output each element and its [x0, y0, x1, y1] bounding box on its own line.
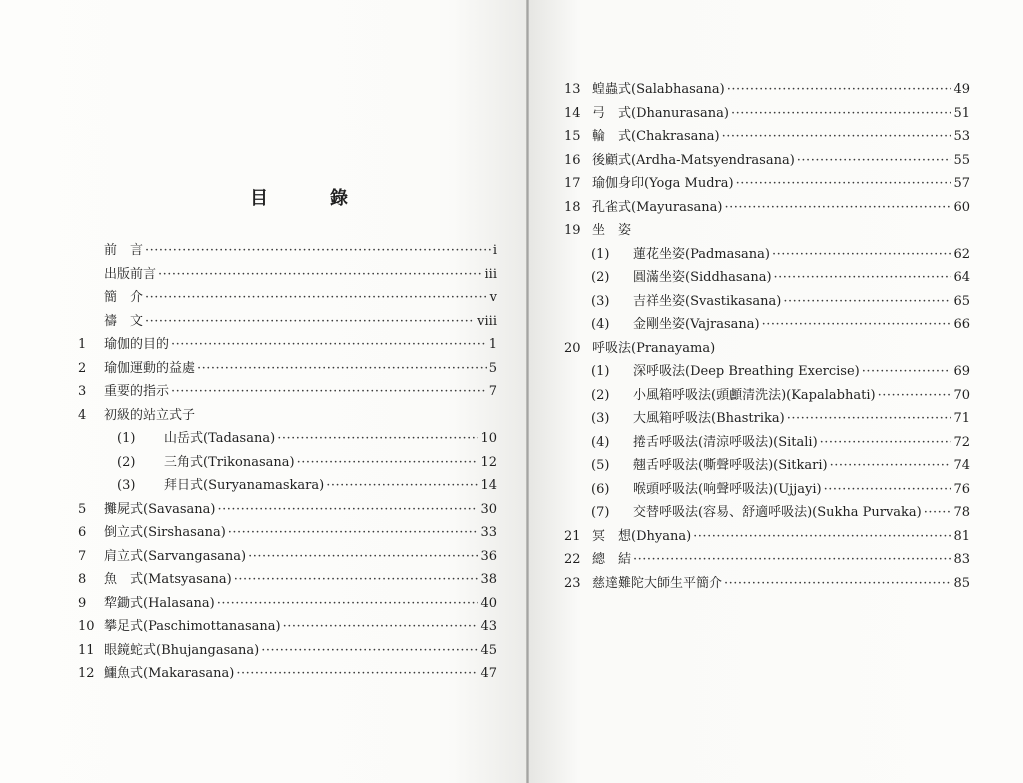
toc-entry-page: 38 [480, 572, 497, 587]
toc-entry-title: 魚 式(Matsyasana) [104, 572, 232, 587]
toc-entry-page: viii [477, 313, 497, 329]
toc-entry-page: 51 [953, 105, 970, 121]
toc-entry [78, 617, 497, 637]
toc-entry [78, 547, 497, 567]
toc-entry-number: (2) [117, 454, 136, 470]
toc-entry-title: 坐 姿 [592, 223, 632, 238]
dot-leader [297, 453, 479, 473]
toc-entry [78, 664, 497, 684]
toc-entry-page: 36 [480, 548, 497, 564]
toc-entry-number: 1 [78, 337, 87, 352]
toc-entry-number: (3) [591, 411, 610, 426]
toc-entry [564, 174, 970, 194]
dot-leader [693, 527, 951, 547]
page-title: 目 錄 [250, 188, 370, 209]
dot-leader [217, 594, 479, 614]
toc-entry-page: 71 [953, 411, 970, 426]
toc-entry [78, 335, 497, 355]
toc-entry [564, 80, 970, 100]
toc-entry-title: 眼鏡蛇式(Bhujangasana) [104, 642, 260, 658]
toc-entry-title: 冥 想(Dhyana) [592, 528, 692, 544]
toc-entry-title: 肩立式(Sarvangasana) [104, 548, 247, 564]
toc-entry-title: 吉祥坐姿(Svastikasana) [633, 293, 782, 309]
toc-entry-page: i [492, 243, 497, 258]
toc-entry-number: 8 [78, 572, 87, 587]
toc-entry [78, 382, 497, 402]
toc-entry-title: 蓮花坐姿(Padmasana) [633, 246, 771, 262]
dot-leader [736, 174, 952, 194]
toc-entry-title: 鱷魚式(Makarasana) [104, 666, 235, 681]
toc-entry-page: 14 [480, 478, 497, 493]
toc-entry-number: 15 [564, 129, 581, 144]
toc-entry-title: 禱 文 [104, 313, 144, 329]
toc-entry-page: 49 [953, 82, 970, 97]
toc-entry [564, 339, 970, 359]
toc-entry-title: 後顧式(Ardha-Matsyendrasana) [592, 152, 795, 168]
toc-entry-title: 簡 介 [104, 290, 144, 305]
toc-entry [591, 456, 970, 476]
toc-entry-number: (2) [591, 270, 610, 285]
dot-leader [783, 292, 951, 312]
toc-entry-page: 83 [953, 552, 970, 567]
toc-entry-title: 翹舌呼吸法(嘶聲呼吸法)(Sitkari) [633, 458, 828, 473]
toc-entry-number: 14 [564, 105, 581, 121]
toc-entry [564, 574, 970, 594]
toc-entry-title: 山岳式(Tadasana) [164, 431, 276, 446]
right-page [529, 0, 1023, 783]
toc-entry-title: 總 結 [592, 552, 632, 567]
toc-entry-title: 犂鋤式(Halasana) [104, 595, 215, 611]
toc-entry-title: 初級的站立式子 [104, 407, 196, 423]
dot-leader [724, 198, 951, 218]
dot-leader [633, 550, 951, 570]
toc-entry-title: 深呼吸法(Deep Breathing Exercise) [633, 364, 860, 379]
dot-leader [724, 574, 951, 594]
toc-entry-number: (6) [591, 481, 610, 497]
toc-entry-page: 74 [953, 458, 970, 473]
toc-entry-number: 9 [78, 595, 87, 611]
toc-entry [117, 429, 497, 449]
dot-leader [171, 335, 487, 355]
toc-entry-number: (3) [591, 293, 610, 309]
dot-leader [234, 570, 479, 590]
toc-entry [117, 476, 497, 496]
toc-entry-number: 22 [564, 552, 581, 567]
toc-entry-page: 62 [953, 246, 970, 262]
toc-entry [591, 386, 970, 406]
dot-leader [283, 617, 479, 637]
toc-entry-number: 4 [78, 407, 87, 423]
toc-entry-page: 43 [480, 619, 497, 634]
toc-entry-page: 69 [953, 364, 970, 379]
toc-entry-page: 85 [953, 575, 970, 591]
dot-leader [145, 312, 475, 332]
toc-entry-number: (1) [591, 246, 610, 262]
toc-entry-title: 弓 式(Dhanurasana) [592, 105, 729, 121]
toc-entry-number: 10 [78, 619, 95, 634]
dot-leader [772, 245, 951, 265]
toc-entry-number: 18 [564, 199, 581, 215]
toc-entry-title: 小風箱呼吸法(頭顱清洗法)(Kapalabhati) [633, 387, 876, 403]
dot-leader [248, 547, 478, 567]
toc-entry-page: 33 [480, 525, 497, 540]
toc-entry-page: 60 [953, 199, 970, 215]
toc-entry-title: 瑜伽身印(Yoga Mudra) [592, 176, 734, 191]
dot-leader [731, 104, 952, 124]
toc-entry-title: 攀足式(Paschimottanasana) [104, 619, 281, 634]
toc-entry [564, 104, 970, 124]
toc-entry [78, 594, 497, 614]
toc-entry [591, 292, 970, 312]
toc-entry [564, 221, 970, 241]
toc-entry [564, 550, 970, 570]
toc-entry-number: 2 [78, 360, 87, 376]
toc-entry-number: (1) [117, 431, 136, 446]
dot-leader [197, 359, 487, 379]
toc-entry-page: 81 [953, 528, 970, 544]
dot-leader [862, 362, 952, 382]
toc-entry [104, 312, 497, 332]
toc-entry [591, 268, 970, 288]
toc-entry-number: 21 [564, 528, 581, 544]
toc-entry-number: 6 [78, 525, 87, 540]
toc-entry-number: 7 [78, 548, 87, 564]
toc-entry-title: 輪 式(Chakrasana) [592, 129, 720, 144]
toc-entry [104, 288, 497, 308]
dot-leader [774, 268, 952, 288]
dot-leader [171, 382, 487, 402]
toc-entry-number: (4) [591, 434, 610, 450]
toc-entry-page: 7 [488, 384, 497, 399]
toc-entry-number: (3) [117, 478, 136, 493]
toc-entry [564, 198, 970, 218]
toc-entry-title: 圓滿坐姿(Siddhasana) [633, 270, 772, 285]
toc-entry-page: 40 [480, 595, 497, 611]
toc-entry-title: 慈達難陀大師生平簡介 [592, 575, 723, 591]
toc-entry [564, 527, 970, 547]
dot-leader [787, 409, 952, 429]
toc-entry-number: 13 [564, 82, 581, 97]
toc-entry-title: 瑜伽的目的 [104, 337, 170, 352]
toc-entry [78, 523, 497, 543]
toc-entry [591, 362, 970, 382]
toc-entry [78, 570, 497, 590]
toc-entry-title: 出版前言 [104, 266, 157, 282]
toc-entry [591, 503, 970, 523]
toc-entry-number: (1) [591, 364, 610, 379]
dot-leader [820, 433, 952, 453]
toc-entry [591, 480, 970, 500]
toc-entry-page: 78 [953, 505, 970, 520]
toc-entry-title: 喉頭呼吸法(响聲呼吸法)(Ujjayi) [633, 481, 822, 497]
toc-entry-number: 16 [564, 152, 581, 168]
dot-leader [824, 480, 952, 500]
toc-entry-title: 前 言 [104, 243, 144, 258]
toc-entry-number: (4) [591, 317, 610, 332]
toc-entry-number: (7) [591, 505, 610, 520]
toc-entry-page: 72 [953, 434, 970, 450]
toc-entry-number: 20 [564, 340, 581, 356]
toc-entry-page: 66 [953, 317, 970, 332]
toc-entry [78, 500, 497, 520]
toc-entry [104, 241, 497, 261]
dot-leader [762, 315, 952, 335]
toc-entry-title: 交替呼吸法(容易、舒適呼吸法)(Sukha Purvaka) [633, 505, 922, 520]
toc-entry [78, 406, 497, 426]
toc-entry-page: 47 [480, 666, 497, 681]
toc-entry-page: 65 [953, 293, 970, 309]
toc-entry-number: 19 [564, 223, 581, 238]
dot-leader [878, 386, 952, 406]
toc-entry-number: 23 [564, 575, 581, 591]
dot-leader [277, 429, 478, 449]
dot-leader [145, 288, 488, 308]
dot-leader [217, 500, 478, 520]
dot-leader [924, 503, 952, 523]
toc-entry [78, 641, 497, 661]
toc-entry-title: 重要的指示 [104, 384, 170, 399]
dot-leader [158, 265, 483, 285]
dot-leader [830, 456, 952, 476]
dot-leader [326, 476, 478, 496]
dot-leader [722, 127, 952, 147]
toc-entry-page: iii [484, 266, 497, 282]
toc-entry-title: 大風箱呼吸法(Bhastrika) [633, 411, 785, 426]
toc-entry-page: v [489, 290, 497, 305]
dot-leader [727, 80, 952, 100]
toc-entry-page: 53 [953, 129, 970, 144]
toc-entry [117, 453, 497, 473]
dot-leader [797, 151, 952, 171]
toc-entry-title: 蝗蟲式(Salabhasana) [592, 82, 725, 97]
toc-entry-title: 捲舌呼吸法(清涼呼吸法)(Sitali) [633, 434, 818, 450]
toc-entry-title: 倒立式(Sirshasana) [104, 525, 226, 540]
toc-entry-page: 12 [480, 454, 497, 470]
toc-entry [104, 265, 497, 285]
toc-entry-page: 45 [480, 642, 497, 658]
toc-entry-page: 76 [953, 481, 970, 497]
toc-entry-page: 10 [480, 431, 497, 446]
toc-entry-page: 64 [953, 270, 970, 285]
toc-entry-number: (5) [591, 458, 610, 473]
toc-entry-number: 5 [78, 501, 87, 517]
dot-leader [236, 664, 478, 684]
dot-leader [261, 641, 478, 661]
toc-entry-title: 攤屍式(Savasana) [104, 501, 216, 517]
toc-entry [591, 315, 970, 335]
toc-entry [591, 409, 970, 429]
toc-entry-page: 5 [488, 360, 497, 376]
toc-entry-title: 拜日式(Suryanamaskara) [164, 478, 325, 493]
toc-entry-number: 17 [564, 176, 581, 191]
toc-entry [78, 359, 497, 379]
toc-entry-page: 1 [488, 337, 497, 352]
toc-entry-page: 30 [480, 501, 497, 517]
toc-entry [591, 245, 970, 265]
toc-entry-number: 11 [78, 642, 95, 658]
toc-entry-number: 12 [78, 666, 95, 681]
toc-entry-title: 孔雀式(Mayurasana) [592, 199, 723, 215]
dot-leader [145, 241, 491, 261]
toc-entry-page: 70 [953, 387, 970, 403]
toc-entry-title: 三角式(Trikonasana) [164, 454, 295, 470]
toc-entry [564, 127, 970, 147]
toc-entry-title: 金剛坐姿(Vajrasana) [633, 317, 760, 332]
dot-leader [228, 523, 479, 543]
toc-entry-number: 3 [78, 384, 87, 399]
toc-entry-number: (2) [591, 387, 610, 403]
toc-entry-title: 呼吸法(Pranayama) [592, 340, 716, 356]
toc-entry-page: 55 [953, 152, 970, 168]
toc-entry [591, 433, 970, 453]
toc-entry-title: 瑜伽運動的益處 [104, 360, 196, 376]
toc-entry [564, 151, 970, 171]
toc-entry-page: 57 [953, 176, 970, 191]
